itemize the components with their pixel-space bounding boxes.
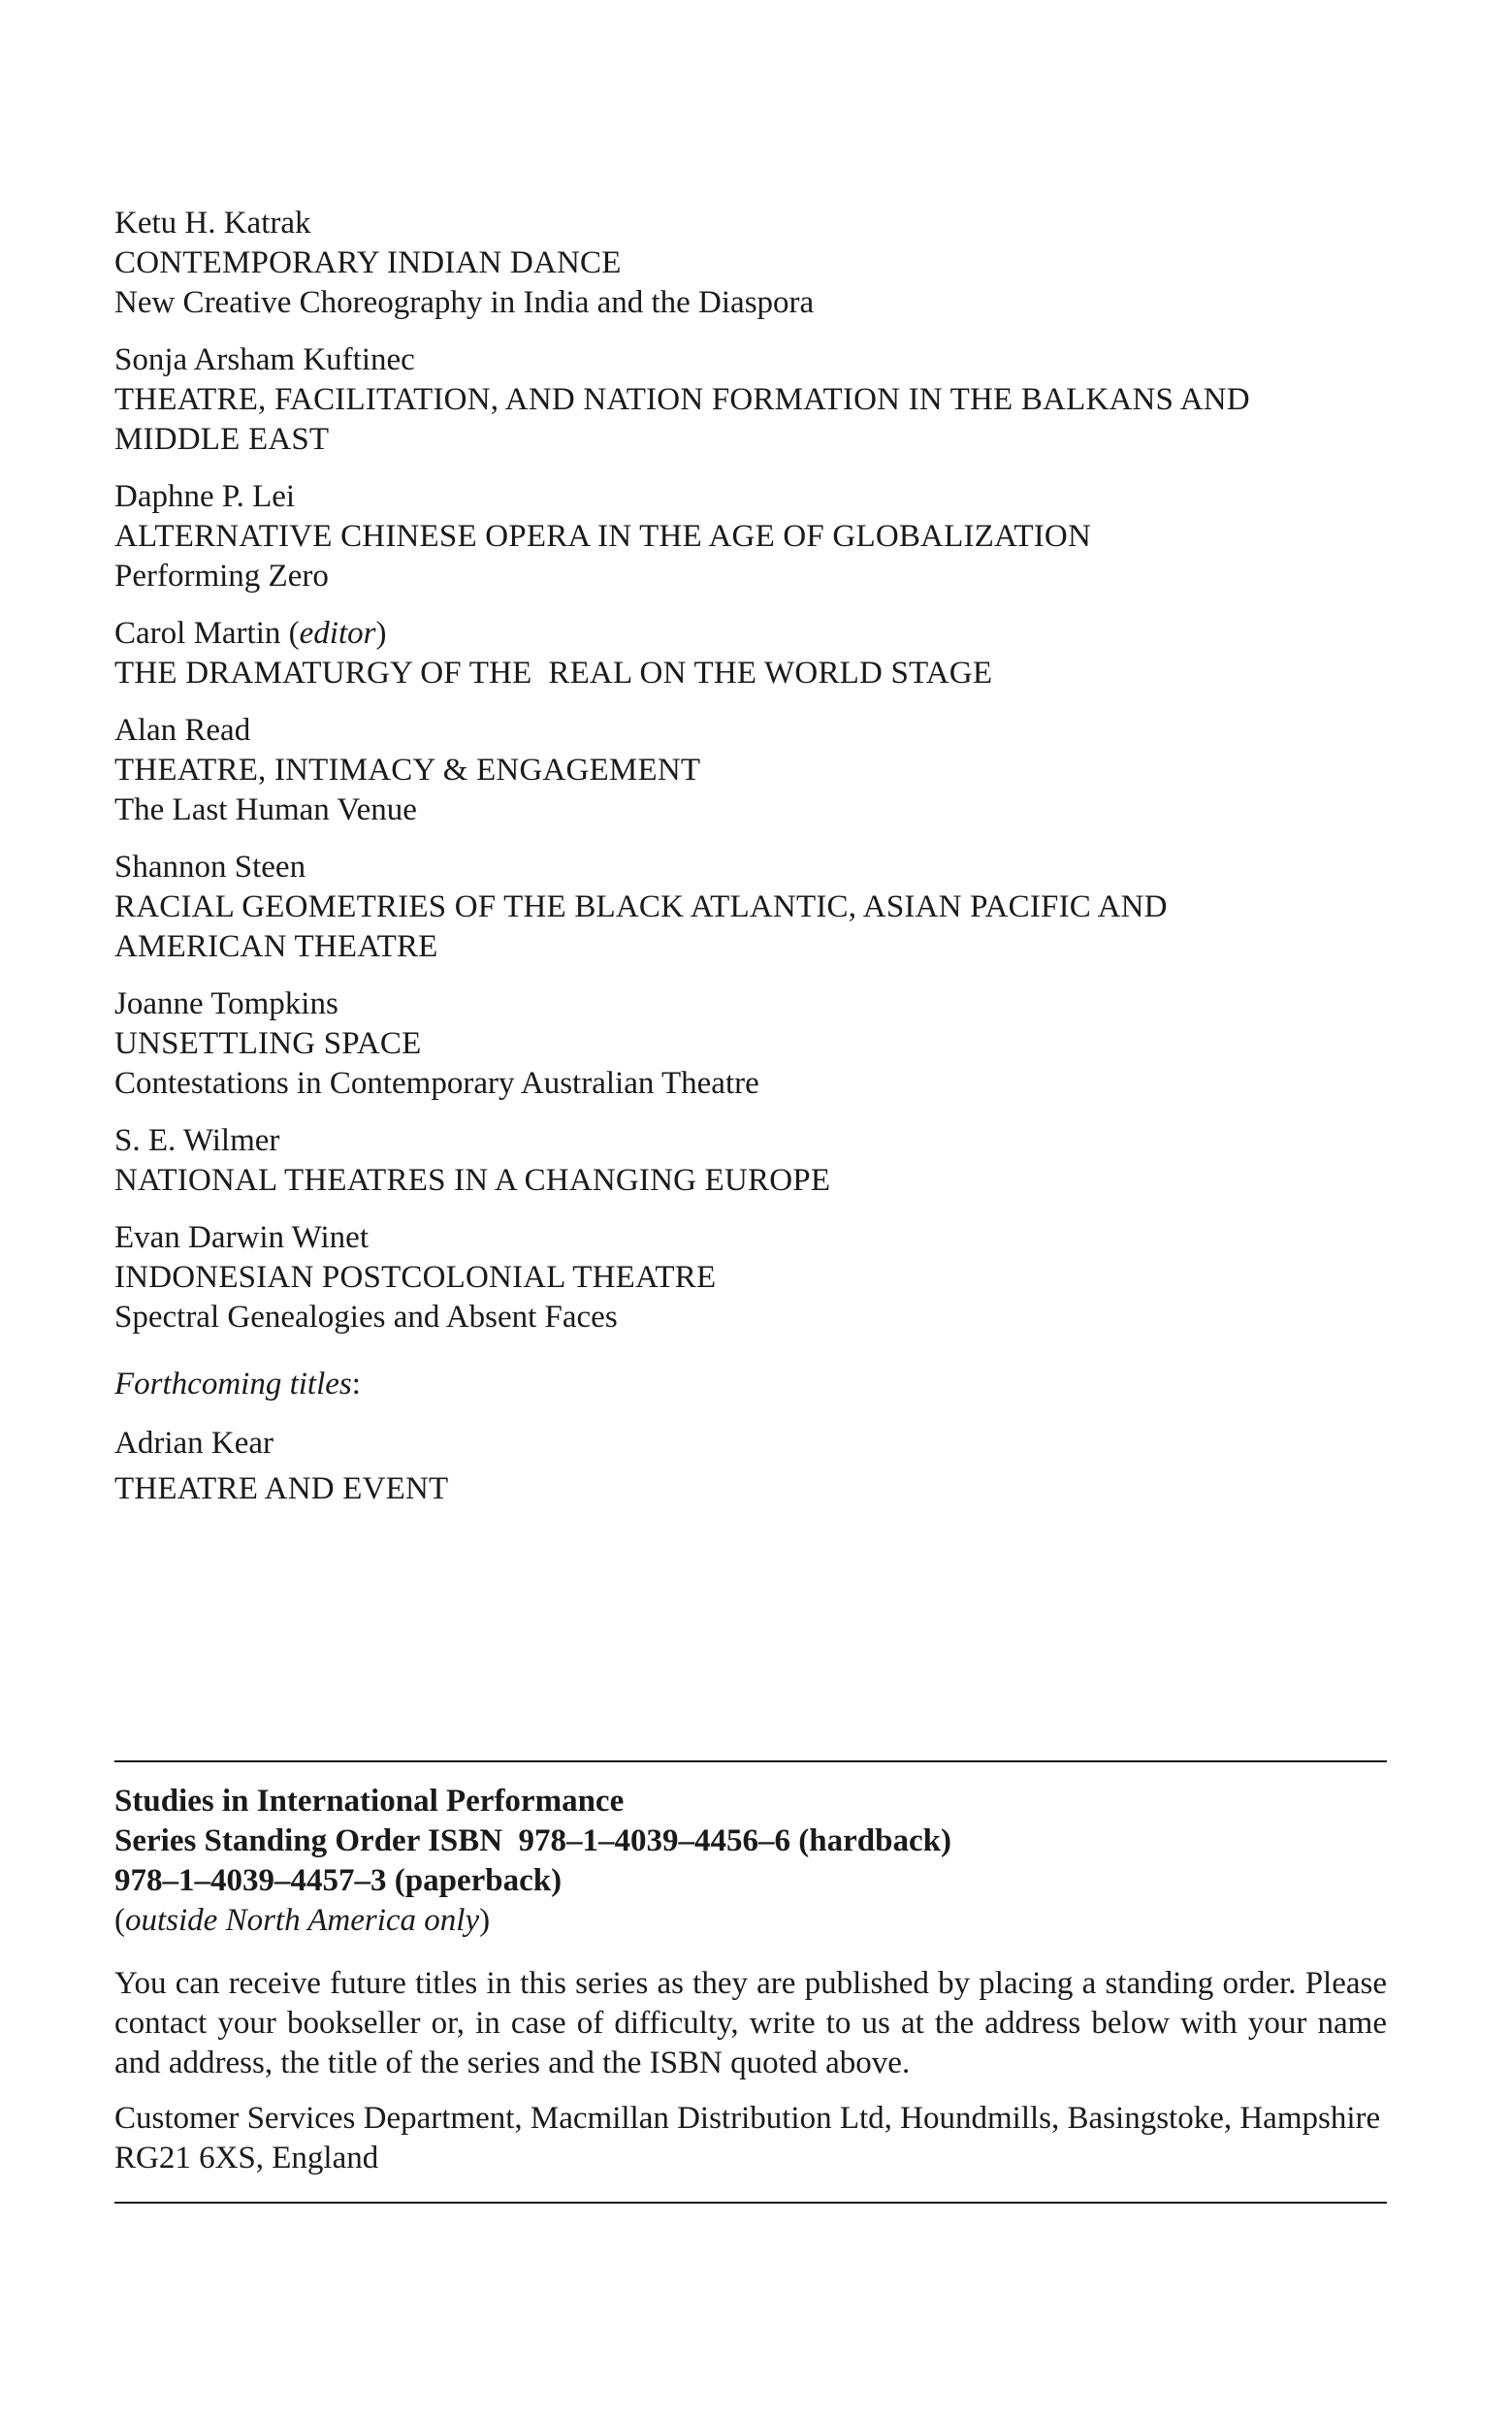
list-item [114, 1218, 1387, 1337]
top-divider [114, 1760, 1387, 1762]
series-note-line: (outside North America only) [114, 1903, 491, 1938]
book-title: CONTEMPORARY INDIAN DANCE [114, 245, 622, 280]
list-item [114, 848, 1387, 967]
book-subtitle: New Creative Choreography in India and the Diaspora [114, 285, 815, 320]
forthcoming-label: Forthcoming titles [114, 1367, 352, 1402]
book-title: RACIAL GEOMETRIES OF THE BLACK ATLANTIC, ASIAN PACIFIC AND AMERICAN THEATRE [114, 889, 1168, 964]
standing-order-paragraph: You can receive future titles in this series as they are published by placing a standing order. Please contact your bookseller or, in case of difficulty, write to us at the address below with your name and address, the title of the series and the ISBN quoted above. [114, 1966, 1387, 2080]
series-note: outside North America only [125, 1903, 480, 1938]
book-subtitle: Contestations in Contemporary Australian Theatre [114, 1066, 759, 1101]
list-item [114, 1424, 1387, 1509]
list-item [114, 614, 1387, 693]
author-name: Ketu H. Katrak [114, 206, 311, 241]
bottom-divider [114, 2202, 1387, 2204]
book-title: UNSETTLING SPACE [114, 1026, 422, 1061]
book-title: THE DRAMATURGY OF THE REAL ON THE WORLD STAGE [114, 656, 993, 691]
author-name: Evan Darwin Winet [114, 1220, 369, 1255]
author-name: Sonja Arsham Kuftinec [114, 342, 415, 377]
author-name: S. E. Wilmer [114, 1123, 280, 1158]
list-item [114, 477, 1387, 596]
customer-service-address: Customer Services Department, Macmillan Distribution Ltd, Houndmills, Basingstoke, Hampshire RG21 6XS, England [114, 2101, 1381, 2175]
book-title: THEATRE, INTIMACY & ENGAGEMENT [114, 753, 701, 788]
author-name: Alan Read [114, 713, 251, 748]
author-name: Carol Martin [114, 616, 281, 651]
standing-order-isbn: Series Standing Order ISBN 978–1–4039–4456–6 (hardback) [114, 1823, 951, 1858]
list-item [114, 711, 1387, 830]
book-subtitle: The Last Human Venue [114, 792, 417, 827]
book-title: ALTERNATIVE CHINESE OPERA IN THE AGE OF GLOBALIZATION [114, 519, 1091, 554]
author-name: Joanne Tompkins [114, 986, 338, 1021]
series-footer [114, 1760, 1387, 2204]
book-title: THEATRE AND EVENT [114, 1471, 449, 1506]
book-title: INDONESIAN POSTCOLONIAL THEATRE [114, 1260, 717, 1295]
list-item [114, 1121, 1387, 1201]
editor-note: editor [299, 616, 376, 651]
book-list [114, 204, 1387, 1527]
book-subtitle: Performing Zero [114, 559, 329, 594]
series-name: Studies in International Performance [114, 1784, 625, 1819]
book-subtitle: Spectral Genealogies and Absent Faces [114, 1300, 618, 1335]
series-info [114, 1782, 1387, 1941]
forthcoming-heading: Forthcoming titles: [114, 1367, 361, 1402]
book-title: NATIONAL THEATRES IN A CHANGING EUROPE [114, 1163, 831, 1198]
book-title: THEATRE, FACILITATION, AND NATION FORMATION IN THE BALKANS AND MIDDLE EAST [114, 382, 1250, 457]
author-name: Daphne P. Lei [114, 479, 296, 514]
author-name: Adrian Kear [114, 1426, 274, 1461]
author-name: Shannon Steen [114, 850, 306, 885]
paperback-isbn: 978–1–4039–4457–3 (paperback) [114, 1863, 563, 1898]
list-item [114, 204, 1387, 323]
list-item [114, 340, 1387, 460]
author-line: Carol Martin (editor) [114, 616, 387, 651]
list-item [114, 984, 1387, 1104]
